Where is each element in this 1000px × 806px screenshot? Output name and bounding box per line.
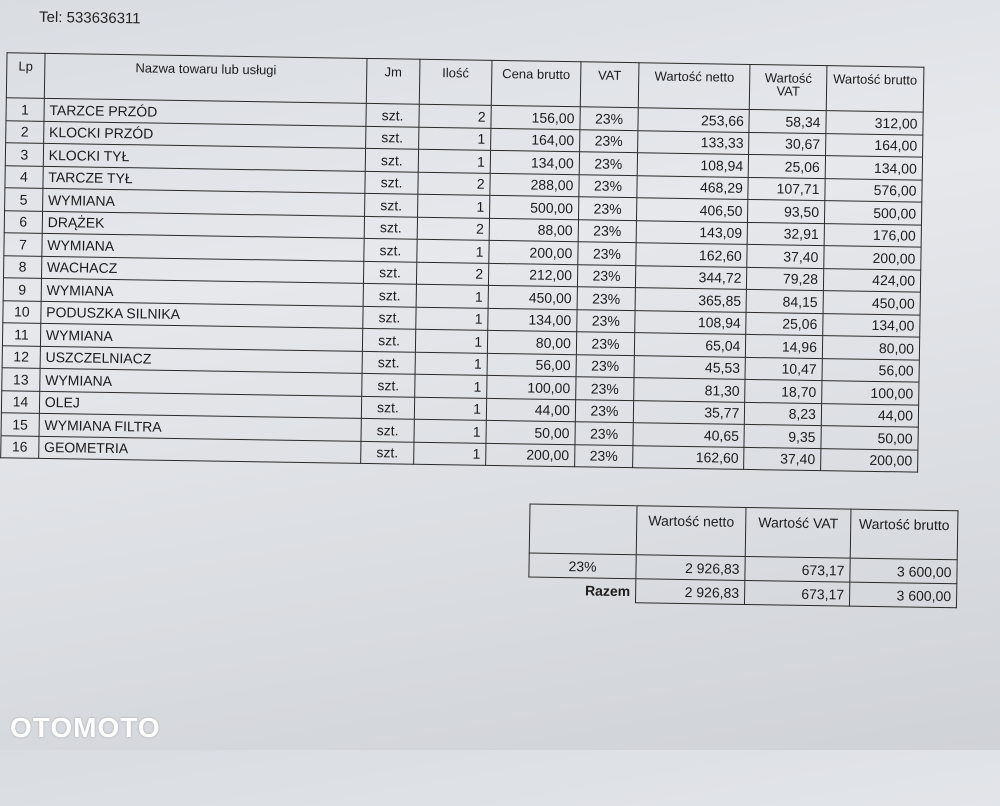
row-vat-value: 10,47 (745, 357, 822, 381)
row-name: WYMIANA FILTRA (39, 413, 362, 441)
row-vat: 23% (579, 152, 638, 175)
summary-rate-gross: 3 600,00 (850, 558, 957, 584)
row-lp: 15 (1, 413, 39, 436)
row-name: WYMIANA (41, 278, 364, 306)
row-price: 50,00 (486, 420, 575, 444)
row-name: USZCZELNIACZ (40, 346, 363, 374)
row-name: GEOMETRIA (38, 436, 361, 464)
row-net: 468,29 (637, 175, 749, 199)
row-qty: 1 (416, 239, 489, 263)
row-vat: 23% (576, 354, 635, 377)
row-vat-value: 84,15 (746, 289, 823, 313)
row-lp: 1 (6, 98, 44, 121)
summary-rate-vat: 673,17 (745, 556, 850, 582)
row-price: 200,00 (486, 443, 575, 467)
row-net: 45,53 (634, 355, 746, 379)
row-net: 406,50 (637, 198, 749, 222)
row-unit: szt. (363, 351, 415, 374)
row-vat: 23% (579, 129, 638, 152)
row-lp: 12 (2, 345, 40, 368)
row-gross: 100,00 (822, 381, 919, 405)
row-unit: szt. (366, 148, 418, 171)
row-unit: szt. (365, 216, 417, 239)
row-vat-value: 9,35 (744, 424, 821, 448)
row-unit: szt. (366, 126, 418, 149)
row-name: KLOCKI PRZÓD (43, 121, 366, 149)
row-vat: 23% (578, 242, 637, 265)
row-vat: 23% (579, 174, 638, 197)
row-price: 212,00 (488, 263, 577, 287)
row-vat-value: 8,23 (745, 402, 822, 426)
row-price: 134,00 (488, 308, 577, 332)
row-qty: 1 (413, 442, 486, 466)
col-gross: Wartość brutto (826, 66, 924, 113)
row-gross: 50,00 (821, 426, 918, 450)
row-gross: 200,00 (824, 246, 921, 270)
row-gross: 134,00 (825, 156, 922, 180)
items-table (0, 52, 924, 472)
row-name: TARZCE PRZÓD (44, 98, 367, 126)
row-unit: szt. (364, 261, 416, 284)
phone-line: Tel: 533636311 (38, 8, 141, 28)
row-net: 162,60 (633, 445, 745, 469)
row-lp: 2 (6, 120, 44, 143)
row-price: 56,00 (487, 353, 576, 377)
row-name: WYMIANA (40, 323, 363, 351)
row-lp: 11 (2, 323, 40, 346)
row-gross: 200,00 (821, 448, 918, 472)
row-gross: 424,00 (823, 268, 920, 292)
row-vat-value: 58,34 (749, 109, 826, 133)
row-vat: 23% (574, 444, 633, 467)
col-net: Wartość netto (638, 63, 750, 110)
row-vat: 23% (578, 197, 637, 220)
row-name: DRĄŻEK (42, 211, 365, 239)
row-price: 100,00 (487, 375, 576, 399)
row-vat-value: 30,67 (749, 132, 826, 156)
summary-corner (529, 504, 637, 555)
row-net: 108,94 (635, 310, 747, 334)
row-vat: 23% (580, 107, 639, 130)
row-name: PODUSZKA SILNIKA (41, 301, 364, 329)
row-net: 143,09 (636, 220, 748, 244)
row-unit: szt. (361, 418, 413, 441)
row-vat-value: 18,70 (745, 379, 822, 403)
row-lp: 7 (4, 233, 42, 256)
row-qty: 1 (414, 374, 487, 398)
row-price: 134,00 (490, 150, 579, 174)
summary-rate-net: 2 926,83 (636, 555, 745, 581)
row-vat: 23% (576, 377, 635, 400)
row-lp: 4 (5, 165, 43, 188)
row-price: 164,00 (491, 128, 580, 152)
row-name: OLEJ (39, 391, 362, 419)
col-vat: VAT (580, 62, 639, 108)
row-price: 450,00 (488, 285, 577, 309)
row-lp: 10 (3, 300, 41, 323)
row-qty: 2 (416, 262, 489, 286)
row-name: WACHACZ (41, 256, 364, 284)
row-net: 365,85 (635, 288, 747, 312)
row-gross: 80,00 (822, 336, 919, 360)
row-net: 162,60 (636, 243, 748, 267)
row-qty: 1 (415, 307, 488, 331)
row-vat-value: 93,50 (748, 199, 825, 223)
row-name: WYMIANA (42, 188, 365, 216)
col-lp: Lp (6, 53, 44, 99)
row-vat-value: 79,28 (747, 267, 824, 291)
row-qty: 1 (415, 329, 488, 353)
summary-table (528, 504, 958, 609)
row-unit: szt. (364, 283, 416, 306)
row-unit: szt. (363, 306, 415, 329)
row-lp: 16 (1, 435, 39, 458)
row-vat-value: 14,96 (746, 334, 823, 358)
row-lp: 14 (1, 390, 39, 413)
row-name: WYMIANA (42, 233, 365, 261)
row-net: 253,66 (638, 108, 750, 132)
col-price: Cena brutto (491, 60, 581, 106)
row-net: 35,77 (633, 400, 745, 424)
col-name: Nazwa towaru lub usługi (44, 53, 367, 103)
row-name: WYMIANA (40, 368, 363, 396)
row-net: 81,30 (634, 378, 746, 402)
row-price: 44,00 (486, 398, 575, 422)
row-gross: 500,00 (824, 201, 921, 225)
row-qty: 1 (414, 397, 487, 421)
row-qty: 1 (416, 284, 489, 308)
col-vat-value: Wartość VAT (750, 64, 827, 110)
row-gross: 312,00 (826, 111, 923, 135)
summary-total-net: 2 926,83 (635, 579, 744, 605)
row-net: 133,33 (638, 130, 750, 154)
row-vat: 23% (576, 332, 635, 355)
row-gross: 44,00 (821, 403, 918, 427)
summary-rate-label: 23% (529, 553, 636, 579)
row-price: 80,00 (487, 330, 576, 354)
row-qty: 1 (418, 127, 491, 151)
row-price: 156,00 (491, 105, 580, 129)
row-qty: 1 (414, 419, 487, 443)
col-unit: Jm (367, 58, 420, 104)
row-unit: szt. (363, 328, 415, 351)
row-qty: 2 (418, 104, 491, 128)
summary-col-gross: Wartość brutto (850, 509, 958, 560)
row-gross: 134,00 (823, 313, 920, 337)
row-vat-value: 107,71 (748, 177, 825, 201)
row-vat: 23% (575, 422, 634, 445)
summary-total-vat: 673,17 (744, 580, 849, 606)
row-unit: szt. (365, 171, 417, 194)
summary-total-label: Razem (528, 577, 635, 603)
row-price: 288,00 (490, 173, 579, 197)
summary-total-gross: 3 600,00 (849, 582, 956, 608)
row-lp: 13 (2, 368, 40, 391)
row-net: 65,04 (634, 333, 746, 357)
row-vat-value: 37,40 (747, 244, 824, 268)
row-vat: 23% (577, 309, 636, 332)
row-lp: 9 (3, 278, 41, 301)
otomoto-watermark: OTOMOTO (10, 712, 161, 743)
row-unit: szt. (364, 238, 416, 261)
row-price: 500,00 (490, 195, 579, 219)
row-vat: 23% (578, 219, 637, 242)
row-gross: 576,00 (825, 178, 922, 202)
row-unit: szt. (361, 441, 413, 464)
col-qty: Ilość (419, 59, 492, 105)
row-qty: 1 (417, 194, 490, 218)
row-qty: 1 (418, 149, 491, 173)
row-net: 40,65 (633, 423, 745, 447)
row-vat-value: 25,06 (746, 312, 823, 336)
row-vat: 23% (577, 264, 636, 287)
row-net: 344,72 (635, 265, 747, 289)
row-unit: szt. (365, 193, 417, 216)
email-line (41, 0, 283, 1)
row-unit: szt. (362, 396, 414, 419)
row-price: 88,00 (489, 218, 578, 242)
row-gross: 56,00 (822, 358, 919, 382)
row-qty: 1 (415, 352, 488, 376)
row-lp: 6 (4, 210, 42, 233)
row-unit: szt. (366, 103, 418, 126)
row-vat-value: 37,40 (744, 447, 821, 471)
row-lp: 3 (5, 143, 43, 166)
row-vat-value: 25,06 (749, 154, 826, 178)
row-lp: 5 (5, 188, 43, 211)
row-qty: 2 (417, 217, 490, 241)
row-price: 200,00 (489, 240, 578, 264)
summary-col-vat: Wartość VAT (745, 507, 851, 558)
row-qty: 2 (417, 172, 490, 196)
row-unit: szt. (362, 373, 414, 396)
summary-col-net: Wartość netto (636, 506, 746, 557)
row-name: KLOCKI TYŁ (43, 143, 366, 171)
summary-header (529, 504, 958, 560)
row-vat: 23% (575, 399, 634, 422)
row-name: TARCZE TYŁ (43, 166, 366, 194)
row-lp: 8 (4, 255, 42, 278)
row-gross: 176,00 (824, 223, 921, 247)
row-vat: 23% (577, 287, 636, 310)
row-gross: 164,00 (825, 133, 922, 157)
row-gross: 450,00 (823, 291, 920, 315)
row-vat-value: 32,91 (747, 222, 824, 246)
row-net: 108,94 (637, 153, 749, 177)
